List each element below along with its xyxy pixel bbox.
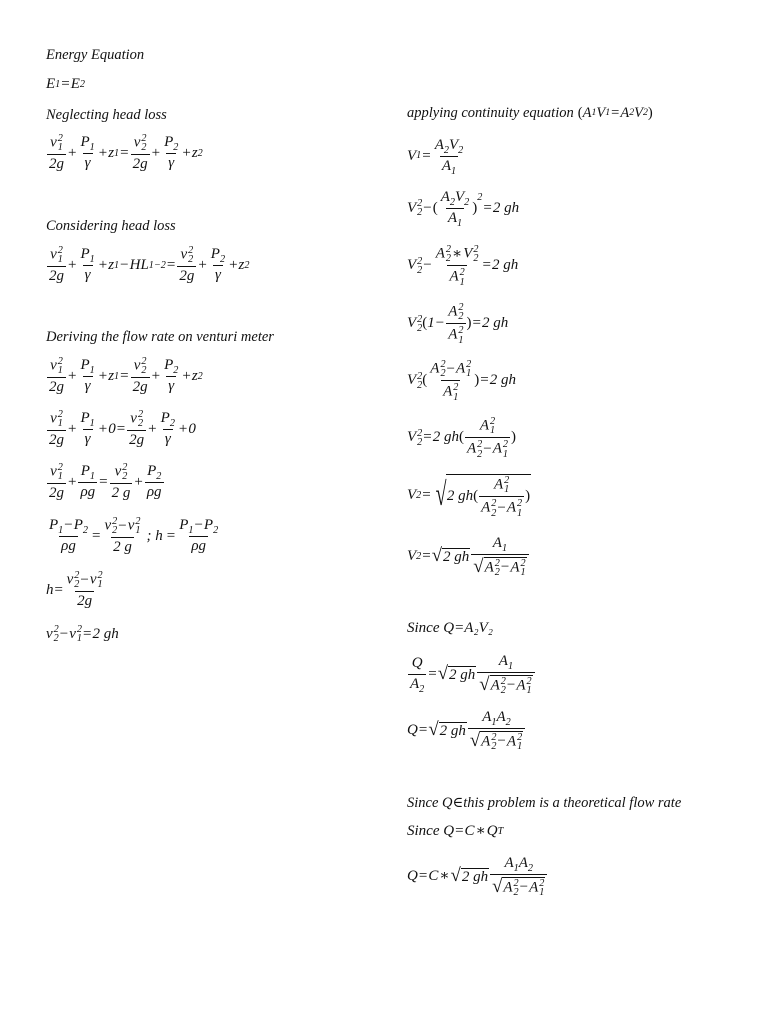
h-equals-label: h= bbox=[46, 582, 64, 599]
text-since-q-a2v2: Since Q=A₂V₂ bbox=[407, 620, 493, 636]
equation-derive-step-3: v 2 1 2g + $\frac{P_1}{\rho g}$ = v 2 2 2 g + $\frac{P_2}{\rho g}$ bbox=[49, 462, 162, 502]
equation-q-actual: Q = C ∗ √ 2 gh $A_1A_2$ √ A 2 2 −A 2 1 bbox=[407, 856, 548, 897]
equation-derive-step-4: $\frac{P_1-P_2}{\rho g}$ = v 2 2 −v 2 1 2 g ; h = $\frac{P_1-P_2}{\rho g}$ bbox=[49, 516, 219, 556]
equation-v2-step-3: V 2 2 ( 1 − A 2 2 A 2 1 ) = 2 gh bbox=[407, 302, 509, 346]
heading-considering-head-loss: Considering head loss bbox=[46, 218, 176, 234]
heading-energy-equation: Energy Equation bbox=[46, 47, 145, 63]
equation-energy-equality: E 1 = E 2 bbox=[46, 76, 85, 92]
equation-derive-step-2: v 2 1 2g + $\frac{P_1}{\gamma}$ + 0 = v 2 2 2g + $\frac{P_2}{\gamma}$ + 0 bbox=[49, 409, 196, 449]
equation-v2-squared: V 2 2 = 2 gh ( A 2 1 A 2 2 −A 2 1 ) bbox=[407, 416, 516, 460]
equation-v2-step-2: V 2 2 − A 2 2 ∗V 2 2 A 2 1 = 2 gh bbox=[407, 244, 519, 288]
heading-neglecting-head-loss: Neglecting head loss bbox=[46, 107, 167, 123]
equation-v2-step-4: V 2 2 ( A 2 2 −A 2 1 A 2 1 ) = 2 gh bbox=[407, 359, 516, 403]
continuity-prefix: applying continuity equation bbox=[407, 105, 574, 121]
equation-h-definition: h= v 2 2 −v 2 1 2g bbox=[46, 570, 103, 610]
heading-deriving-flow-rate: Deriving the flow rate on venturi meter bbox=[46, 329, 274, 345]
text-theoretical-flow-rate: Since Q∈this problem is a theoretical flow rate bbox=[407, 795, 682, 811]
text-since-q-cqt: Since Q = C ∗ Q T bbox=[407, 823, 504, 839]
equation-v2-sqrt-full: V 2 = √ 2 gh ( A 2 1 A 2 2 −A 2 1 ) bbox=[407, 475, 531, 519]
equation-v2-final: V 2 = √ 2 gh $A_1$ √ A 2 2 −A 2 1 bbox=[407, 536, 530, 577]
heading-continuity-equation: applying continuity equation ( A 1 V 1 = A 2 V 2 ) bbox=[407, 105, 653, 121]
equation-bernoulli-no-loss: v 2 1 2g + $\frac{P_1}{\gamma}$ + z 1 = v 2 2 2g + $\frac{P_2}{\gamma}$ + z 2 bbox=[49, 133, 203, 173]
equation-derive-step-1: v 2 1 2g + $\frac{P_1}{\gamma}$ + z 1 = v 2 2 2g + $\frac{P_2}{\gamma}$ + z 2 bbox=[49, 356, 203, 396]
equation-q-over-a2: $\frac{Q}{A_2}$ = √ 2 gh $A_1$ √ A 2 2 −A 2 1 bbox=[407, 654, 536, 695]
equation-velocity-difference: v 2 2 − v 2 1 = 2 gh bbox=[46, 624, 119, 645]
equation-bernoulli-with-loss: v 2 1 2g + $\frac{P_1}{\gamma}$ + z 1 − HL 1−2 = v 2 2 2g + $\frac{P_2}{\gamma}$ + z 2 bbox=[49, 245, 250, 285]
equation-v2-step-1: V 2 2 − ( $\frac{A_2V_2}{A_1}$ ) $^2$ = 2 gh bbox=[407, 189, 520, 229]
equation-v1: V 1 = $\frac{A_2V_2}{A_1}$ bbox=[407, 137, 464, 177]
equation-q-theoretical: Q = √ 2 gh $A_1A_2$ √ A 2 2 −A 2 1 bbox=[407, 710, 526, 751]
